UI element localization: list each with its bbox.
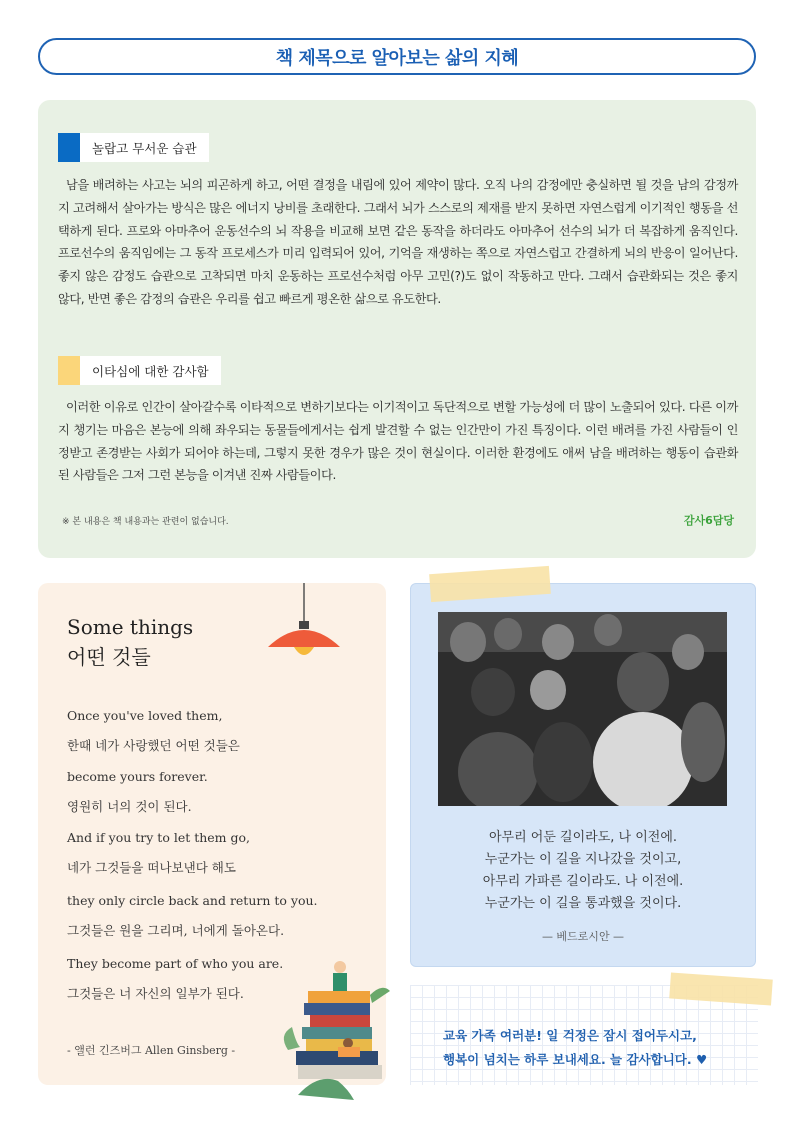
poem-title-ko: 어떤 것들	[67, 645, 151, 669]
poem-line: 영원히 너의 것이 된다.	[67, 799, 192, 814]
quote-line: 아무리 어둔 길이라도, 나 이전에.	[488, 830, 678, 845]
poem-title-en: Some things	[67, 615, 194, 639]
section1-heading-label: 놀랍고 무서운 습관	[80, 133, 209, 162]
message-line-2: 행복이 넘치는 하루 보내세요. 늘 감사합니다. ♥	[443, 1052, 708, 1067]
article-box	[38, 100, 756, 558]
poem-author: - 앨런 긴즈버그 Allen Ginsberg -	[67, 1044, 236, 1057]
quote-line: 아무리 가파른 길이라도. 나 이전에.	[482, 874, 684, 889]
photo-image	[438, 612, 727, 806]
page-title-bar	[38, 38, 756, 75]
crowd-photo	[438, 612, 727, 806]
poem-title	[67, 612, 193, 672]
section1-heading	[58, 133, 209, 162]
section1-body: 남을 배려하는 사고는 뇌의 피곤하게 하고, 어떤 결정을 내림에 있어 제약이 많다. 오직 나의 감정에만 충실하면 될 것을 남의 감정까지 고려해서 살아가는 방식은 많은 에너지 낭비를 초래한다. 그래서 뇌가 스스로의 제재를 받지 못하면 자연스럽게 이기적인 행동을 선택하게 된다. 프로와 아마추어 운동선수의 뇌 작용을 비교해 보면 같은 동작을 하더라도 아마추어 선수의 뇌가 더 복잡하게 움직인다. 프로선수의 움직임에는 그 동작 프로세스가 미리 입력되어 있어, 기억을 재생하는 쪽으로 자연스럽고 간결하게 뇌의 반응이 일어난다. 좋지 않은 감정도 습관으로 고착되면 마치 운동하는 프로선수처럼 아무 고민(?)도 없이 작동하고 만다. 그래서 습관화되는 것은 좋지 않다, 반면 좋은 감정의 습관은 우리를 쉽고 빠르게 평온한 삶으로 유도한다.	[58, 178, 738, 306]
signature: 감사6담당	[683, 514, 734, 527]
poem-line: 한때 네가 사랑했던 어떤 것들은	[67, 738, 240, 753]
page-title: 책 제목으로 알아보는 삶의 지혜	[275, 47, 519, 69]
quote-source: — 베드로시안 —	[541, 930, 625, 943]
message-line-1: 교육 가족 여러분! 일 걱정은 잠시 접어두시고,	[443, 1028, 697, 1043]
section2-heading	[58, 356, 221, 385]
lamp-icon	[262, 583, 346, 661]
poem-line: they only circle back and return to you.	[67, 893, 318, 908]
section2-heading-label: 이타심에 대한 감사함	[80, 356, 221, 385]
poem-line: 네가 그것들을 떠나보낸다 해도	[67, 860, 236, 875]
poem-line: 그것들은 너 자신의 일부가 된다.	[67, 986, 244, 1001]
poem-line: 그것들은 원을 그리며, 너에게 돌아온다.	[67, 923, 285, 938]
poem-line: And if you try to let them go,	[67, 830, 251, 845]
footnote: ※ 본 내용은 책 내용과는 관련이 없습니다.	[62, 517, 229, 527]
section2-marker	[58, 356, 80, 385]
poem-line: Once you've loved them,	[67, 708, 223, 723]
book-stack-illustration	[278, 955, 390, 1100]
section2-body: 이러한 이유로 인간이 살아갈수록 이타적으로 변하기보다는 이기적이고 독단적으로 변할 가능성에 더 많이 노출되어 있다. 다른 이까지 챙기는 마음은 본능에 의해 좌우되는 동물들에게서는 쉽게 발견할 수 없는 인간만이 가진 특징이다. 이런 배려를 가진 사람들이 인정받고 존경받는 사회가 되어야 하는데, 그렇지 못한 경우가 많은 것이 현실이다. 이러한 환경에도 애써 남을 배려하는 행동이 습관화된 사람들은 그저 그런 본능을 이겨낸 진짜 사람들이다.	[58, 400, 738, 483]
quote-line: 누군가는 이 길을 통과했을 것이다.	[484, 896, 682, 911]
poem-line: become yours forever.	[67, 769, 208, 784]
section1-marker	[58, 133, 80, 162]
quote-line: 누군가는 이 길을 지나갔을 것이고,	[484, 852, 682, 867]
poem-line: They become part of who you are.	[67, 956, 284, 971]
